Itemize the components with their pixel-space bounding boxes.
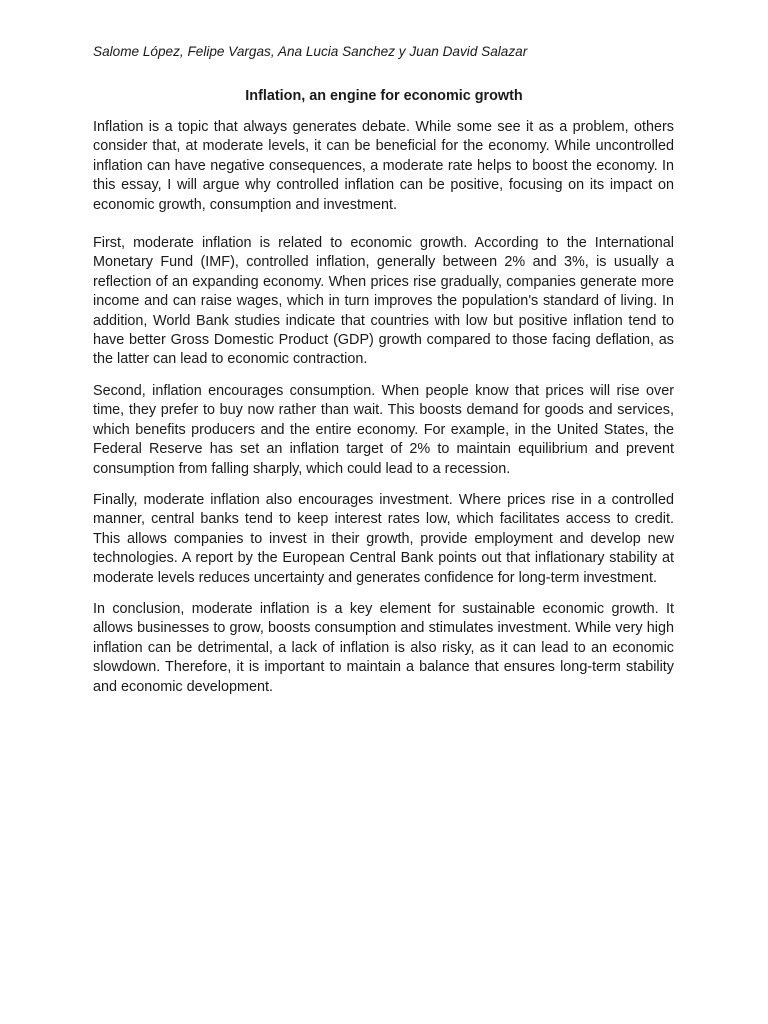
paragraph-economic-growth: First, moderate inflation is related to economic growth. According to the International Monetary Fund (IMF), controlled inflation, generally between 2% and 3%, is usually a reflection of an expanding economy. When prices rise gradually, companies generate more income and can raise wages, which in turn improves the population's standard of living. In addition, World Bank studies indicate that countries with low but positive inflation tend to have better Gross Domestic Product (GDP) growth compared to those facing deflation, as the latter can lead to economic contraction.	[93, 235, 674, 368]
document-authors: Salome López, Felipe Vargas, Ana Lucia Sanchez y Juan David Salazar	[93, 44, 528, 59]
paragraph-introduction: Inflation is a topic that always generates debate. While some see it as a problem, others consider that, at moderate levels, it can be beneficial for the economy. While uncontrolled inflation can have negative consequences, a moderate rate helps to boost the economy. In this essay, I will argue why controlled inflation can be positive, focusing on its impact on economic growth, consumption and investment.	[93, 119, 674, 213]
paragraph-conclusion: In conclusion, moderate inflation is a key element for sustainable economic growth. It allows businesses to grow, boosts consumption and stimulates investment. While very high inflation can be detrimental, a lack of inflation is also risky, as it can lead to an economic slowdown. Therefore, it is important to maintain a balance that ensures long-term stability and economic development.	[93, 600, 674, 695]
document-title: Inflation, an engine for economic growth	[245, 88, 523, 104]
document-body	[93, 118, 674, 697]
paragraph-investment: Finally, moderate inflation also encourages investment. Where prices rise in a controlled manner, central banks tend to keep interest rates low, which facilitates access to credit. This allows companies to invest in their growth, provide employment and develop new technologies. A report by the European Central Bank points out that inflationary stability at moderate levels reduces uncertainty and generates confidence for long-term investment.	[93, 491, 674, 586]
paragraph-consumption: Second, inflation encourages consumption. When people know that prices will rise over time, they prefer to buy now rather than wait. This boosts demand for goods and services, which benefits producers and the entire economy. For example, in the United States, the Federal Reserve has set an inflation target of 2% to maintain equilibrium and prevent consumption from falling sharply, which could lead to a recession.	[93, 382, 674, 477]
